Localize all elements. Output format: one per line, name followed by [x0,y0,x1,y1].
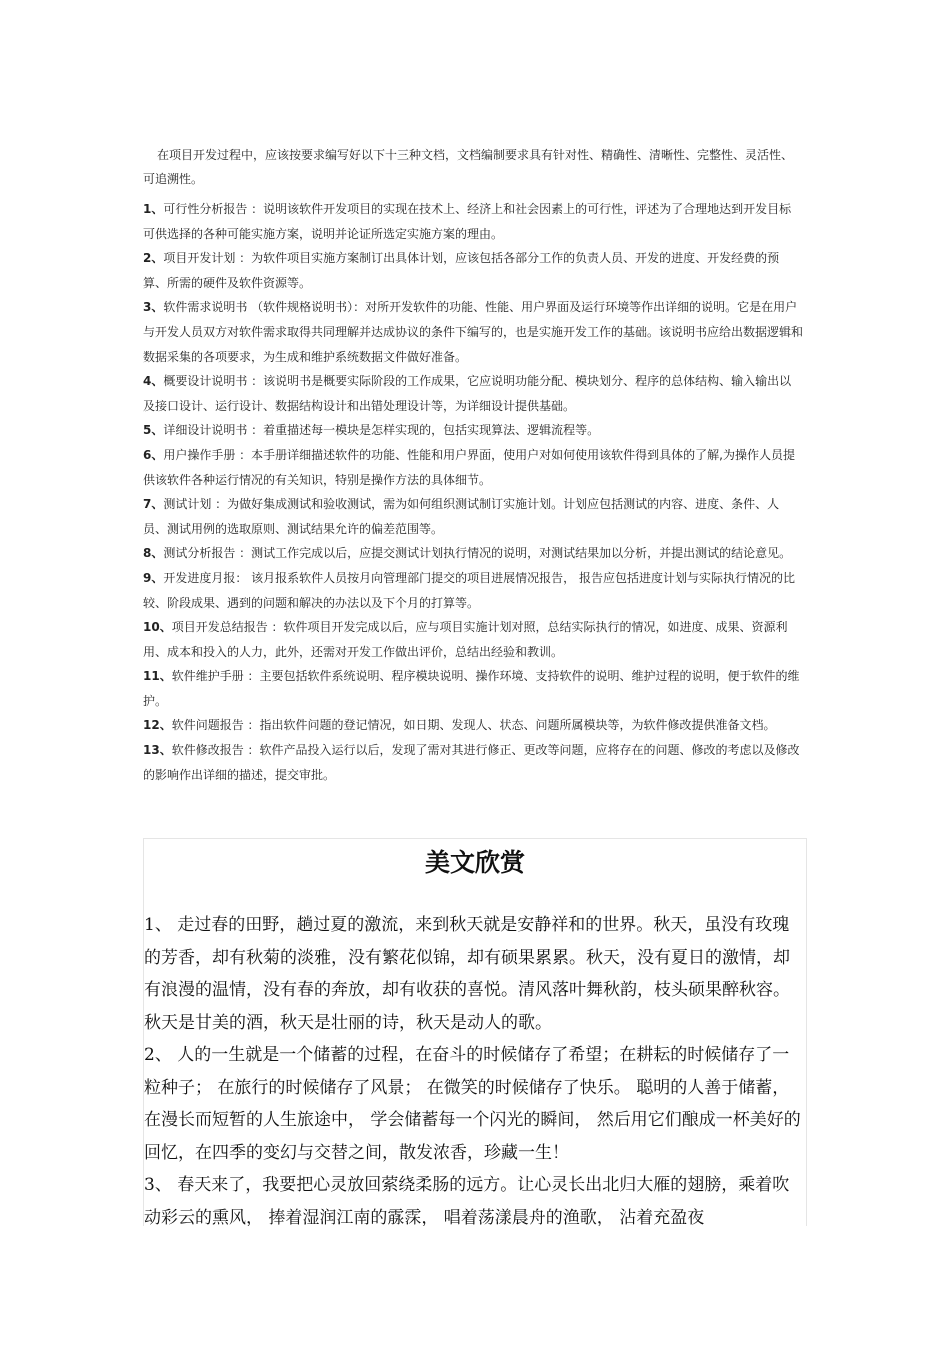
item-text: 详细设计说明书 ：着重描述每一模块是怎样实现的，包括实现算法、逻辑流程等。 [163,423,600,438]
item-text: 开发进度月报： 该月报系软件人员按月向管理部门提交的项目进展情况报告， 报告应包括进度计划与实际执行情况的比较、阶段成果、遇到的问题和解决的办法以及下个月的打算等。 [143,570,795,610]
item-text: 项目开发计划 ：为软件项目实施方案制订出具体计划，应该包括各部分工作的负责人员、开发的进度、开发经费的预算、所需的硬件及软件资源等。 [143,251,780,290]
item-number: 3、 [143,300,164,315]
list-item [143,541,803,566]
list-item [143,664,803,713]
item-number: 6、 [143,447,164,462]
item-text: 测试分析报告 ：测试工作完成以后，应提交测试计划执行情况的说明，对测试结果加以分析，并提出测试的结论意见。 [163,546,792,561]
list-item [143,738,803,787]
list-item [143,295,803,369]
list-item [143,369,803,418]
list-item [143,492,803,541]
essay-body [144,909,806,1226]
item-text: 软件维护手册 ：主要包括软件系统说明、程序模块说明、操作环境、支持软件的说明、维护过程的说明，便于软件的维护。 [143,669,800,708]
item-number: 13、 [143,743,172,758]
list-item [143,418,803,443]
list-item [143,246,803,295]
essay-box [143,838,807,1226]
item-text: 软件修改报告 ：软件产品投入运行以后，发现了需对其进行修正、更改等问题，应将存在的问题、修改的考虑以及修改的影响作出详细的描述，提交审批。 [143,743,800,782]
list-item [143,443,803,492]
item-number: 8、 [143,546,164,561]
item-text: 测试计划 ：为做好集成测试和验收测试，需为如何组织测试制订实施计划。计划应包括测试的内容、进度、条件、人员、测试用例的选取原则、测试结果允许的偏差范围等。 [143,497,780,536]
list-item [143,566,803,615]
item-number: 5、 [143,423,164,438]
list-item [143,713,803,738]
document-section [143,143,803,787]
essay-paragraph: 3、 春天来了，我要把心灵放回萦绕柔肠的远方。让心灵长出北归大雁的翅膀，乘着吹动彩云的熏风， 捧着湿润江南的霡霂， 唱着荡漾晨舟的渔歌， 沾着充盈夜 [144,1175,790,1226]
item-text: 软件需求说明书 （软件规格说明书）：对所开发软件的功能、性能、用户界面及运行环境等作出详细的说明。它是在用户与开发人员双方对软件需求取得共同理解并达成协议的条件下编写的，也是实施开发工作的基础。该说明书应给出数据逻辑和数据采集的各项要求，为生成和维护系统数据文件做好准备。 [143,300,804,364]
intro-paragraph: 在项目开发过程中，应该按要求编写好以下十三种文档，文档编制要求具有针对性、精确性、清晰性、完整性、灵活性、可追溯性。 [143,148,794,186]
item-number: 1、 [143,202,164,216]
item-number: 4、 [143,374,164,389]
item-text: 概要设计说明书 ：该说明书是概要实际阶段的工作成果，它应说明功能分配、模块划分、程序的总体结构、输入输出以及接口设计、运行设计、数据结构设计和出错处理设计等，为详细设计提供基础。 [143,374,792,413]
list-item [143,615,803,664]
item-number: 9、 [143,570,164,585]
item-number: 7、 [143,497,164,512]
item-text: 用户操作手册 ：本手册详细描述软件的功能、性能和用户界面，使用户对如何使用该软件得到具体的了解,为操作人员提供该软件各种运行情况的有关知识，特别是操作方法的具体细节。 [143,447,795,487]
essay-paragraph: 1、 走过春的田野，趟过夏的激流，来到秋天就是安静祥和的世界。秋天，虽没有玫瑰的芳香，却有秋菊的淡雅，没有繁花似锦，却有硕果累累。秋天，没有夏日的激情，却有浪漫的温情，没有春的奔放，却有收获的喜悦。清风落叶舞秋韵，枝头硕果醉秋容。秋天是甘美的酒，秋天是壮丽的诗，秋天是动人的歌。 [144,915,790,1033]
list-item [143,197,803,246]
essay-title: 美文欣赏 [424,848,525,877]
item-text: 软件问题报告 ：指出软件问题的登记情况，如日期、发现人、状态、问题所属模块等，为软件修改提供准备文档。 [171,718,776,733]
item-number: 10、 [143,620,172,635]
item-number: 11、 [143,669,172,684]
item-text: 可行性分析报告 ：说明该软件开发项目的实现在技术上、经济上和社会因素上的可行性，评述为了合理地达到开发目标可供选择的各种可能实施方案，说明并论证所选定实施方案的理由。 [143,202,792,241]
item-text: 项目开发总结报告 ：软件项目开发完成以后，应与项目实施计划对照，总结实际执行的情况，如进度、成果、资源利用、成本和投入的人力，此外，还需对开发工作做出评价，总结出经验和教训。 [143,620,788,659]
item-number: 2、 [143,251,164,266]
item-number: 12、 [143,718,172,733]
essay-paragraph: 2、 人的一生就是一个储蓄的过程，在奋斗的时候储存了希望；在耕耘的时候储存了一粒种子； 在旅行的时候储存了风景； 在微笑的时候储存了快乐。 聪明的人善于储蓄， 在漫长而短暂的人生旅途中， 学会储蓄每一个闪光的瞬间， 然后用它们酿成一杯美好的回忆，在四季的变幻与交替之间，散发浓香，珍藏一生！ [144,1045,801,1163]
